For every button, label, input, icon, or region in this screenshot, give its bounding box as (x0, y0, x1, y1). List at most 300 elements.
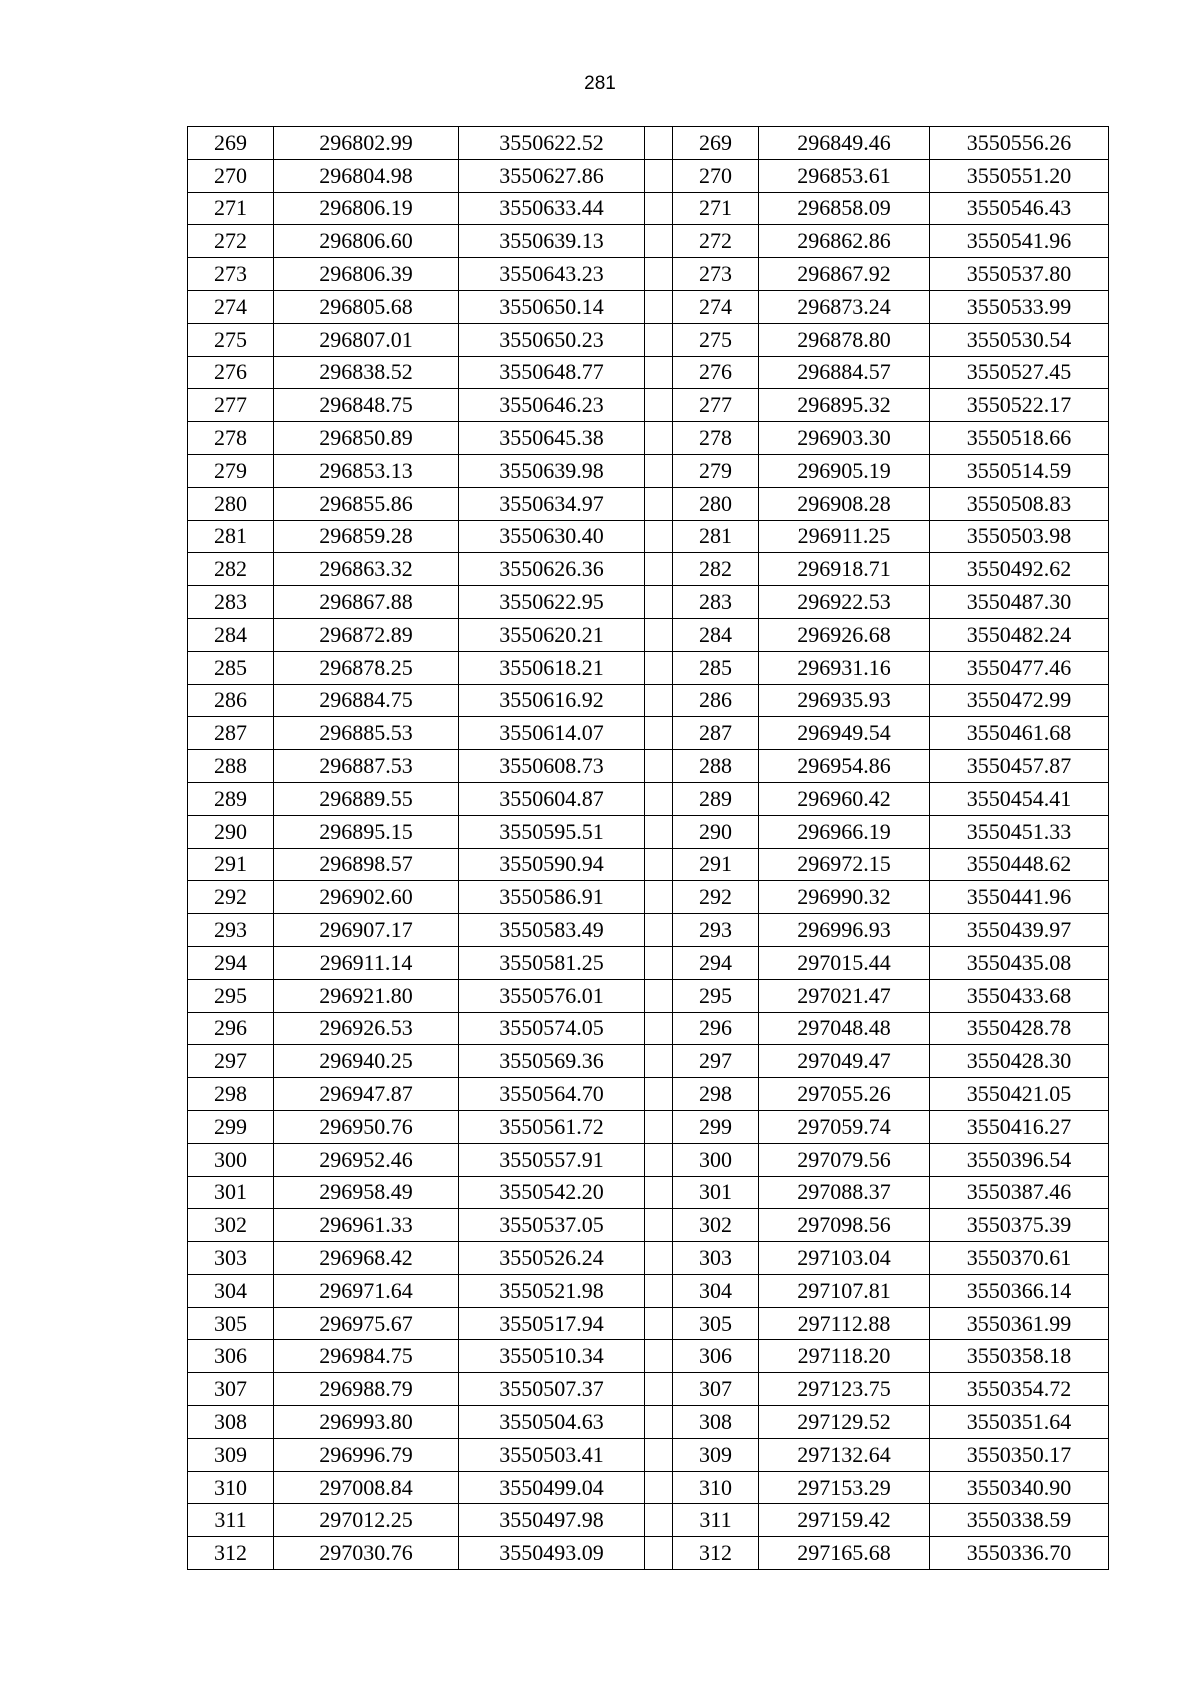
x-coordinate-cell: 296878.80 (759, 323, 930, 356)
table-row (188, 520, 1109, 553)
table-row (188, 848, 1109, 881)
y-coordinate-cell: 3550457.87 (930, 750, 1109, 783)
point-number-cell: 294 (188, 946, 274, 979)
spacer-cell (645, 553, 673, 586)
x-coordinate-cell: 297098.56 (759, 1209, 930, 1242)
spacer-cell (645, 946, 673, 979)
x-coordinate-cell: 296867.88 (274, 586, 459, 619)
table-row (188, 389, 1109, 422)
x-coordinate-cell: 296806.19 (274, 192, 459, 225)
point-number-cell: 303 (673, 1242, 759, 1275)
table-row (188, 356, 1109, 389)
y-coordinate-cell: 3550508.83 (930, 487, 1109, 520)
y-coordinate-cell: 3550583.49 (459, 914, 645, 947)
spacer-cell (645, 684, 673, 717)
point-number-cell: 269 (188, 127, 274, 160)
point-number-cell: 272 (188, 225, 274, 258)
x-coordinate-cell: 296940.25 (274, 1045, 459, 1078)
x-coordinate-cell: 297123.75 (759, 1373, 930, 1406)
point-number-cell: 300 (673, 1143, 759, 1176)
table-row (188, 1176, 1109, 1209)
y-coordinate-cell: 3550646.23 (459, 389, 645, 422)
x-coordinate-cell: 296848.75 (274, 389, 459, 422)
point-number-cell: 288 (673, 750, 759, 783)
y-coordinate-cell: 3550454.41 (930, 782, 1109, 815)
y-coordinate-cell: 3550354.72 (930, 1373, 1109, 1406)
y-coordinate-cell: 3550461.68 (930, 717, 1109, 750)
y-coordinate-cell: 3550650.14 (459, 290, 645, 323)
point-number-cell: 280 (673, 487, 759, 520)
x-coordinate-cell: 296903.30 (759, 422, 930, 455)
y-coordinate-cell: 3550448.62 (930, 848, 1109, 881)
x-coordinate-cell: 296862.86 (759, 225, 930, 258)
x-coordinate-cell: 296850.89 (274, 422, 459, 455)
x-coordinate-cell: 296895.15 (274, 815, 459, 848)
point-number-cell: 279 (188, 454, 274, 487)
x-coordinate-cell: 296990.32 (759, 881, 930, 914)
point-number-cell: 272 (673, 225, 759, 258)
y-coordinate-cell: 3550428.78 (930, 1012, 1109, 1045)
spacer-cell (645, 651, 673, 684)
spacer-cell (645, 1274, 673, 1307)
x-coordinate-cell: 296908.28 (759, 487, 930, 520)
point-number-cell: 304 (188, 1274, 274, 1307)
x-coordinate-cell: 296898.57 (274, 848, 459, 881)
x-coordinate-cell: 296922.53 (759, 586, 930, 619)
y-coordinate-cell: 3550537.05 (459, 1209, 645, 1242)
x-coordinate-cell: 297088.37 (759, 1176, 930, 1209)
spacer-cell (645, 1406, 673, 1439)
point-number-cell: 284 (673, 618, 759, 651)
point-number-cell: 311 (188, 1504, 274, 1537)
point-number-cell: 284 (188, 618, 274, 651)
table-row (188, 1340, 1109, 1373)
table-row (188, 1307, 1109, 1340)
x-coordinate-cell: 296878.25 (274, 651, 459, 684)
y-coordinate-cell: 3550576.01 (459, 979, 645, 1012)
point-number-cell: 297 (188, 1045, 274, 1078)
coordinates-table (187, 126, 1109, 1570)
y-coordinate-cell: 3550618.21 (459, 651, 645, 684)
point-number-cell: 274 (188, 290, 274, 323)
point-number-cell: 278 (188, 422, 274, 455)
point-number-cell: 309 (188, 1438, 274, 1471)
x-coordinate-cell: 296867.92 (759, 258, 930, 291)
table-row (188, 1110, 1109, 1143)
x-coordinate-cell: 296805.68 (274, 290, 459, 323)
table-row (188, 192, 1109, 225)
x-coordinate-cell: 297107.81 (759, 1274, 930, 1307)
x-coordinate-cell: 296975.67 (274, 1307, 459, 1340)
y-coordinate-cell: 3550533.99 (930, 290, 1109, 323)
x-coordinate-cell: 296884.57 (759, 356, 930, 389)
table-row (188, 651, 1109, 684)
y-coordinate-cell: 3550492.62 (930, 553, 1109, 586)
spacer-cell (645, 618, 673, 651)
y-coordinate-cell: 3550648.77 (459, 356, 645, 389)
y-coordinate-cell: 3550639.13 (459, 225, 645, 258)
x-coordinate-cell: 297059.74 (759, 1110, 930, 1143)
point-number-cell: 301 (673, 1176, 759, 1209)
table-row (188, 1438, 1109, 1471)
y-coordinate-cell: 3550503.41 (459, 1438, 645, 1471)
spacer-cell (645, 815, 673, 848)
page-number: 281 (584, 73, 616, 94)
point-number-cell: 312 (188, 1537, 274, 1570)
y-coordinate-cell: 3550504.63 (459, 1406, 645, 1439)
y-coordinate-cell: 3550639.98 (459, 454, 645, 487)
table-row (188, 225, 1109, 258)
y-coordinate-cell: 3550574.05 (459, 1012, 645, 1045)
table-row (188, 946, 1109, 979)
x-coordinate-cell: 297055.26 (759, 1078, 930, 1111)
x-coordinate-cell: 297159.42 (759, 1504, 930, 1537)
table-row (188, 159, 1109, 192)
x-coordinate-cell: 297021.47 (759, 979, 930, 1012)
table-row (188, 290, 1109, 323)
spacer-cell (645, 1438, 673, 1471)
point-number-cell: 282 (673, 553, 759, 586)
x-coordinate-cell: 296961.33 (274, 1209, 459, 1242)
y-coordinate-cell: 3550626.36 (459, 553, 645, 586)
x-coordinate-cell: 296838.52 (274, 356, 459, 389)
spacer-cell (645, 1209, 673, 1242)
y-coordinate-cell: 3550361.99 (930, 1307, 1109, 1340)
point-number-cell: 308 (188, 1406, 274, 1439)
x-coordinate-cell: 296873.24 (759, 290, 930, 323)
spacer-cell (645, 520, 673, 553)
spacer-cell (645, 487, 673, 520)
table-row (188, 750, 1109, 783)
point-number-cell: 288 (188, 750, 274, 783)
spacer-cell (645, 356, 673, 389)
y-coordinate-cell: 3550608.73 (459, 750, 645, 783)
x-coordinate-cell: 296968.42 (274, 1242, 459, 1275)
y-coordinate-cell: 3550595.51 (459, 815, 645, 848)
x-coordinate-cell: 296804.98 (274, 159, 459, 192)
y-coordinate-cell: 3550340.90 (930, 1471, 1109, 1504)
table-row (188, 1504, 1109, 1537)
x-coordinate-cell: 296887.53 (274, 750, 459, 783)
point-number-cell: 306 (673, 1340, 759, 1373)
y-coordinate-cell: 3550622.95 (459, 586, 645, 619)
table-row (188, 914, 1109, 947)
y-coordinate-cell: 3550482.24 (930, 618, 1109, 651)
point-number-cell: 270 (188, 159, 274, 192)
x-coordinate-cell: 297112.88 (759, 1307, 930, 1340)
x-coordinate-cell: 296952.46 (274, 1143, 459, 1176)
point-number-cell: 287 (673, 717, 759, 750)
table-row (188, 553, 1109, 586)
x-coordinate-cell: 297030.76 (274, 1537, 459, 1570)
table-row (188, 1471, 1109, 1504)
y-coordinate-cell: 3550477.46 (930, 651, 1109, 684)
x-coordinate-cell: 296993.80 (274, 1406, 459, 1439)
point-number-cell: 300 (188, 1143, 274, 1176)
point-number-cell: 281 (188, 520, 274, 553)
y-coordinate-cell: 3550338.59 (930, 1504, 1109, 1537)
point-number-cell: 299 (673, 1110, 759, 1143)
y-coordinate-cell: 3550564.70 (459, 1078, 645, 1111)
y-coordinate-cell: 3550645.38 (459, 422, 645, 455)
spacer-cell (645, 1307, 673, 1340)
point-number-cell: 275 (188, 323, 274, 356)
point-number-cell: 276 (673, 356, 759, 389)
y-coordinate-cell: 3550366.14 (930, 1274, 1109, 1307)
y-coordinate-cell: 3550614.07 (459, 717, 645, 750)
y-coordinate-cell: 3550620.21 (459, 618, 645, 651)
y-coordinate-cell: 3550370.61 (930, 1242, 1109, 1275)
y-coordinate-cell: 3550472.99 (930, 684, 1109, 717)
point-number-cell: 275 (673, 323, 759, 356)
spacer-cell (645, 258, 673, 291)
y-coordinate-cell: 3550358.18 (930, 1340, 1109, 1373)
y-coordinate-cell: 3550633.44 (459, 192, 645, 225)
y-coordinate-cell: 3550503.98 (930, 520, 1109, 553)
x-coordinate-cell: 296931.16 (759, 651, 930, 684)
spacer-cell (645, 848, 673, 881)
table-row (188, 454, 1109, 487)
y-coordinate-cell: 3550643.23 (459, 258, 645, 291)
point-number-cell: 270 (673, 159, 759, 192)
x-coordinate-cell: 296996.79 (274, 1438, 459, 1471)
spacer-cell (645, 1078, 673, 1111)
x-coordinate-cell: 296907.17 (274, 914, 459, 947)
point-number-cell: 293 (188, 914, 274, 947)
table-row (188, 979, 1109, 1012)
y-coordinate-cell: 3550439.97 (930, 914, 1109, 947)
point-number-cell: 277 (188, 389, 274, 422)
spacer-cell (645, 586, 673, 619)
y-coordinate-cell: 3550634.97 (459, 487, 645, 520)
y-coordinate-cell: 3550590.94 (459, 848, 645, 881)
x-coordinate-cell: 296984.75 (274, 1340, 459, 1373)
y-coordinate-cell: 3550435.08 (930, 946, 1109, 979)
point-number-cell: 303 (188, 1242, 274, 1275)
y-coordinate-cell: 3550441.96 (930, 881, 1109, 914)
point-number-cell: 292 (188, 881, 274, 914)
y-coordinate-cell: 3550497.98 (459, 1504, 645, 1537)
point-number-cell: 273 (673, 258, 759, 291)
x-coordinate-cell: 296954.86 (759, 750, 930, 783)
y-coordinate-cell: 3550396.54 (930, 1143, 1109, 1176)
y-coordinate-cell: 3550527.45 (930, 356, 1109, 389)
table-row (188, 881, 1109, 914)
table-row (188, 1143, 1109, 1176)
y-coordinate-cell: 3550546.43 (930, 192, 1109, 225)
spacer-cell (645, 1242, 673, 1275)
x-coordinate-cell: 296972.15 (759, 848, 930, 881)
x-coordinate-cell: 297165.68 (759, 1537, 930, 1570)
x-coordinate-cell: 297132.64 (759, 1438, 930, 1471)
spacer-cell (645, 1537, 673, 1570)
spacer-cell (645, 1176, 673, 1209)
table-row (188, 422, 1109, 455)
y-coordinate-cell: 3550487.30 (930, 586, 1109, 619)
y-coordinate-cell: 3550526.24 (459, 1242, 645, 1275)
x-coordinate-cell: 296947.87 (274, 1078, 459, 1111)
table-row (188, 618, 1109, 651)
y-coordinate-cell: 3550542.20 (459, 1176, 645, 1209)
y-coordinate-cell: 3550451.33 (930, 815, 1109, 848)
point-number-cell: 285 (673, 651, 759, 684)
point-number-cell: 293 (673, 914, 759, 947)
point-number-cell: 283 (673, 586, 759, 619)
y-coordinate-cell: 3550350.17 (930, 1438, 1109, 1471)
point-number-cell: 291 (673, 848, 759, 881)
point-number-cell: 271 (188, 192, 274, 225)
spacer-cell (645, 1340, 673, 1373)
point-number-cell: 295 (188, 979, 274, 1012)
y-coordinate-cell: 3550428.30 (930, 1045, 1109, 1078)
x-coordinate-cell: 297129.52 (759, 1406, 930, 1439)
table-row (188, 717, 1109, 750)
x-coordinate-cell: 296911.14 (274, 946, 459, 979)
spacer-cell (645, 1012, 673, 1045)
x-coordinate-cell: 296926.53 (274, 1012, 459, 1045)
x-coordinate-cell: 296859.28 (274, 520, 459, 553)
point-number-cell: 271 (673, 192, 759, 225)
spacer-cell (645, 1373, 673, 1406)
spacer-cell (645, 1045, 673, 1078)
table-row (188, 586, 1109, 619)
x-coordinate-cell: 296802.99 (274, 127, 459, 160)
point-number-cell: 312 (673, 1537, 759, 1570)
x-coordinate-cell: 297048.48 (759, 1012, 930, 1045)
x-coordinate-cell: 296895.32 (759, 389, 930, 422)
y-coordinate-cell: 3550336.70 (930, 1537, 1109, 1570)
y-coordinate-cell: 3550622.52 (459, 127, 645, 160)
x-coordinate-cell: 296889.55 (274, 782, 459, 815)
point-number-cell: 302 (188, 1209, 274, 1242)
spacer-cell (645, 454, 673, 487)
point-number-cell: 291 (188, 848, 274, 881)
x-coordinate-cell: 296872.89 (274, 618, 459, 651)
table-row (188, 1045, 1109, 1078)
y-coordinate-cell: 3550421.05 (930, 1078, 1109, 1111)
y-coordinate-cell: 3550551.20 (930, 159, 1109, 192)
y-coordinate-cell: 3550521.98 (459, 1274, 645, 1307)
point-number-cell: 294 (673, 946, 759, 979)
y-coordinate-cell: 3550387.46 (930, 1176, 1109, 1209)
x-coordinate-cell: 297153.29 (759, 1471, 930, 1504)
x-coordinate-cell: 296966.19 (759, 815, 930, 848)
point-number-cell: 304 (673, 1274, 759, 1307)
point-number-cell: 283 (188, 586, 274, 619)
point-number-cell: 274 (673, 290, 759, 323)
point-number-cell: 297 (673, 1045, 759, 1078)
y-coordinate-cell: 3550581.25 (459, 946, 645, 979)
x-coordinate-cell: 296971.64 (274, 1274, 459, 1307)
y-coordinate-cell: 3550627.86 (459, 159, 645, 192)
table-row (188, 1209, 1109, 1242)
x-coordinate-cell: 296858.09 (759, 192, 930, 225)
table-row (188, 487, 1109, 520)
spacer-cell (645, 127, 673, 160)
x-coordinate-cell: 296949.54 (759, 717, 930, 750)
y-coordinate-cell: 3550499.04 (459, 1471, 645, 1504)
point-number-cell: 289 (188, 782, 274, 815)
y-coordinate-cell: 3550537.80 (930, 258, 1109, 291)
table-row (188, 1406, 1109, 1439)
x-coordinate-cell: 296853.13 (274, 454, 459, 487)
point-number-cell: 287 (188, 717, 274, 750)
spacer-cell (645, 914, 673, 947)
x-coordinate-cell: 296911.25 (759, 520, 930, 553)
y-coordinate-cell: 3550507.37 (459, 1373, 645, 1406)
table-row (188, 1078, 1109, 1111)
table-row (188, 1012, 1109, 1045)
spacer-cell (645, 1504, 673, 1537)
point-number-cell: 282 (188, 553, 274, 586)
spacer-cell (645, 750, 673, 783)
spacer-cell (645, 422, 673, 455)
table-row (188, 127, 1109, 160)
point-number-cell: 281 (673, 520, 759, 553)
point-number-cell: 302 (673, 1209, 759, 1242)
point-number-cell: 305 (188, 1307, 274, 1340)
point-number-cell: 273 (188, 258, 274, 291)
spacer-cell (645, 290, 673, 323)
table-row (188, 782, 1109, 815)
spacer-cell (645, 1110, 673, 1143)
point-number-cell: 269 (673, 127, 759, 160)
y-coordinate-cell: 3550517.94 (459, 1307, 645, 1340)
y-coordinate-cell: 3550514.59 (930, 454, 1109, 487)
point-number-cell: 307 (188, 1373, 274, 1406)
x-coordinate-cell: 296996.93 (759, 914, 930, 947)
x-coordinate-cell: 296863.32 (274, 553, 459, 586)
y-coordinate-cell: 3550522.17 (930, 389, 1109, 422)
spacer-cell (645, 389, 673, 422)
x-coordinate-cell: 297103.04 (759, 1242, 930, 1275)
table-row (188, 1242, 1109, 1275)
table-row (188, 258, 1109, 291)
y-coordinate-cell: 3550375.39 (930, 1209, 1109, 1242)
y-coordinate-cell: 3550630.40 (459, 520, 645, 553)
point-number-cell: 296 (673, 1012, 759, 1045)
table-row (188, 684, 1109, 717)
y-coordinate-cell: 3550569.36 (459, 1045, 645, 1078)
x-coordinate-cell: 296935.93 (759, 684, 930, 717)
x-coordinate-cell: 296849.46 (759, 127, 930, 160)
x-coordinate-cell: 296902.60 (274, 881, 459, 914)
x-coordinate-cell: 296807.01 (274, 323, 459, 356)
y-coordinate-cell: 3550518.66 (930, 422, 1109, 455)
point-number-cell: 278 (673, 422, 759, 455)
x-coordinate-cell: 296853.61 (759, 159, 930, 192)
spacer-cell (645, 1143, 673, 1176)
point-number-cell: 308 (673, 1406, 759, 1439)
spacer-cell (645, 979, 673, 1012)
coordinates-table-body (188, 127, 1109, 1570)
point-number-cell: 277 (673, 389, 759, 422)
x-coordinate-cell: 296884.75 (274, 684, 459, 717)
x-coordinate-cell: 297012.25 (274, 1504, 459, 1537)
table-row (188, 1373, 1109, 1406)
point-number-cell: 292 (673, 881, 759, 914)
y-coordinate-cell: 3550493.09 (459, 1537, 645, 1570)
point-number-cell: 305 (673, 1307, 759, 1340)
y-coordinate-cell: 3550351.64 (930, 1406, 1109, 1439)
y-coordinate-cell: 3550556.26 (930, 127, 1109, 160)
y-coordinate-cell: 3550433.68 (930, 979, 1109, 1012)
point-number-cell: 286 (673, 684, 759, 717)
point-number-cell: 309 (673, 1438, 759, 1471)
x-coordinate-cell: 296885.53 (274, 717, 459, 750)
x-coordinate-cell: 296926.68 (759, 618, 930, 651)
y-coordinate-cell: 3550561.72 (459, 1110, 645, 1143)
